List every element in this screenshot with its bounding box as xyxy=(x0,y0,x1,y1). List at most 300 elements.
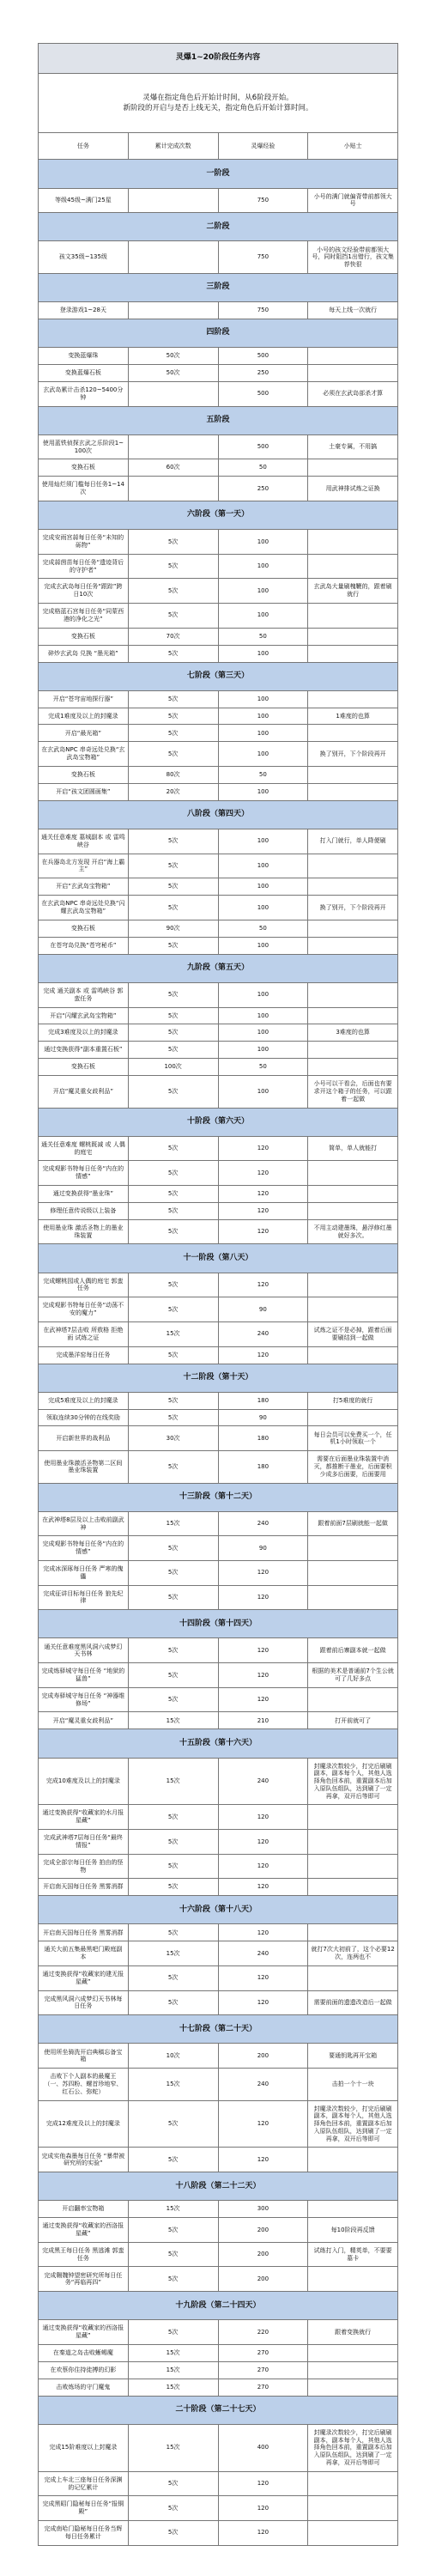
task-row xyxy=(39,1186,398,1203)
task-exp: 240 xyxy=(218,1758,308,1805)
task-row xyxy=(39,628,398,645)
task-tip xyxy=(308,2521,398,2546)
task-exp: 240 xyxy=(218,1941,308,1966)
stage-title: 十五阶段（第十六天） xyxy=(39,1729,398,1758)
task-tip xyxy=(308,2344,398,2361)
task-row xyxy=(39,1687,398,1712)
task-name: 玄武岛累计击杀120~5400分钟 xyxy=(39,381,129,406)
stage-title: 四阶段 xyxy=(39,319,398,347)
task-tip xyxy=(308,1854,398,1879)
stage-header-row xyxy=(39,213,398,241)
task-tip xyxy=(308,1007,398,1024)
task-name: 使用蓝铁侦探玄武之乐阶段1~100次 xyxy=(39,434,129,459)
task-exp: 400 xyxy=(218,2424,308,2471)
task-count: 15次 xyxy=(128,1511,218,1536)
task-name: 变换石板 xyxy=(39,459,129,477)
task-tip xyxy=(308,2496,398,2521)
task-row xyxy=(39,348,398,365)
header-exp: 灵爆经验 xyxy=(218,133,308,160)
task-count: 80次 xyxy=(128,767,218,784)
task-name: 击败下个人副本的最魔王（一、苏四粉、螺首珍地窄、红石公、弥蛇） xyxy=(39,2069,129,2100)
stage-title: 九阶段（第五天） xyxy=(39,954,398,982)
task-row xyxy=(39,1758,398,1805)
task-count: 5次 xyxy=(128,2242,218,2267)
task-count: 5次 xyxy=(128,2100,218,2148)
task-name: 通关任意难度 墓城副本 或 雷鸣峡谷 xyxy=(39,829,129,854)
task-name: 完成冰深琢每日任务 严寒的傀儡 xyxy=(39,1561,129,1586)
task-tip xyxy=(308,920,398,937)
task-name: 通关大前五集最黑吧门殿庭副本 xyxy=(39,1941,129,1966)
task-count: 5次 xyxy=(128,2148,218,2172)
task-exp: 100 xyxy=(218,1007,308,1024)
task-exp: 120 xyxy=(218,1924,308,1941)
task-row xyxy=(39,1879,398,1896)
task-exp: 100 xyxy=(218,829,308,854)
stage-header-row xyxy=(39,273,398,301)
task-exp: 120 xyxy=(218,1966,308,1991)
task-exp: 240 xyxy=(218,2069,308,2100)
task-name: 通过变换获得“收藏家的建无报星藏” xyxy=(39,1966,129,1991)
intro-row xyxy=(39,74,398,133)
task-exp: 200 xyxy=(218,2242,308,2267)
task-count: 5次 xyxy=(128,1638,218,1663)
task-name: 完成征讲目标每日任务 狼先纪律 xyxy=(39,1585,129,1610)
task-name: 完成1难度及以上的封魔录 xyxy=(39,708,129,725)
task-tip: 必须在玄武岛部杀才算 xyxy=(308,381,398,406)
task-row xyxy=(39,1007,398,1024)
task-tip xyxy=(308,645,398,662)
task-count: 15次 xyxy=(128,2361,218,2379)
task-count: 5次 xyxy=(128,1854,218,1879)
task-exp: 120 xyxy=(218,1202,308,1219)
task-name: 在武神塔8层及以上击败前副武神 xyxy=(39,1511,129,1536)
task-tip xyxy=(308,1966,398,1991)
task-row xyxy=(39,1966,398,1991)
task-exp: 90 xyxy=(218,1297,308,1322)
task-count: 5次 xyxy=(128,1273,218,1297)
task-exp: 500 xyxy=(218,434,308,459)
stage-title: 十六阶段（第十八天） xyxy=(39,1896,398,1924)
task-row xyxy=(39,1941,398,1966)
stage-header-row xyxy=(39,1244,398,1273)
task-tip: 打入门就行，单人降便刷 xyxy=(308,829,398,854)
task-count: 5次 xyxy=(128,1161,218,1186)
stage-header-row xyxy=(39,501,398,529)
task-row xyxy=(39,188,398,213)
title-row xyxy=(39,44,398,74)
task-count: 15次 xyxy=(128,2344,218,2361)
task-tip: 就打7次大初前了，这个必要12次，连两也不 xyxy=(308,1941,398,1966)
task-row xyxy=(39,241,398,273)
task-row xyxy=(39,477,398,501)
task-name: 变换石板 xyxy=(39,628,129,645)
stage-title: 十九阶段（第二十四天） xyxy=(39,2292,398,2320)
task-count: 5次 xyxy=(128,1202,218,1219)
task-tip xyxy=(308,1202,398,1219)
task-count: 5次 xyxy=(128,1687,218,1712)
task-count: 15次 xyxy=(128,1712,218,1729)
task-row xyxy=(39,1712,398,1729)
task-row xyxy=(39,381,398,406)
task-tip xyxy=(308,530,398,555)
task-count: 5次 xyxy=(128,1186,218,1203)
task-count: 20次 xyxy=(128,783,218,800)
task-name: 通过变换获得“收藏家的西洛报星藏” xyxy=(39,2218,129,2243)
task-name: 在玄武岛NPC 串奇远处兑换“闪耀玄武岛宝物箱” xyxy=(39,896,129,920)
guide-container xyxy=(38,43,398,2546)
task-tip xyxy=(308,937,398,954)
task-name: 通过变换获得“副本重置石板” xyxy=(39,1042,129,1059)
task-tip: 跟着前后寨副本就一起做 xyxy=(308,1638,398,1663)
task-tip: 每10阶段再反馈 xyxy=(308,2218,398,2243)
task-name: 完成格蓝石宫每日任务“同蒙西港的净化之光” xyxy=(39,604,129,629)
task-tip xyxy=(308,554,398,579)
task-tip xyxy=(308,2201,398,2218)
task-exp: 100 xyxy=(218,604,308,629)
task-count: 50次 xyxy=(128,348,218,365)
task-name: 完成全部宗每日任务 拍由的怪物 xyxy=(39,1854,129,1879)
task-name: 开启“魔灵重女歧利品” xyxy=(39,1076,129,1108)
task-exp: 100 xyxy=(218,645,308,662)
task-row xyxy=(39,854,398,878)
task-exp: 90 xyxy=(218,1536,308,1561)
task-name: 使用所坐骑洗开启典稿忘备宝箱 xyxy=(39,2044,129,2069)
stage-header-row xyxy=(39,1108,398,1136)
task-row xyxy=(39,1585,398,1610)
task-name: 在兵器岛北方发现 开启“海上霸主” xyxy=(39,854,129,878)
task-row xyxy=(39,1059,398,1076)
stage-title: 八阶段（第四天） xyxy=(39,800,398,829)
task-name: 完成12难度及以上的封魔录 xyxy=(39,2100,129,2148)
task-row xyxy=(39,554,398,579)
task-row xyxy=(39,725,398,742)
task-name: 开启“苍穹宙地探行器” xyxy=(39,690,129,708)
task-row xyxy=(39,1024,398,1042)
task-row xyxy=(39,1805,398,1830)
task-exp: 270 xyxy=(218,2379,308,2396)
stage-header-row xyxy=(39,2396,398,2424)
stage-header-row xyxy=(39,2015,398,2044)
task-count: 5次 xyxy=(128,1879,218,1896)
task-count: 5次 xyxy=(128,690,218,708)
task-count xyxy=(128,302,218,319)
task-row xyxy=(39,1830,398,1855)
task-count: 5次 xyxy=(128,1536,218,1561)
task-exp: 120 xyxy=(218,2521,308,2546)
task-row xyxy=(39,742,398,767)
task-name: 开启新世界的战利品 xyxy=(39,1426,129,1451)
task-exp: 100 xyxy=(218,579,308,604)
task-count: 5次 xyxy=(128,1561,218,1586)
task-exp: 120 xyxy=(218,2496,308,2521)
task-row xyxy=(39,1273,398,1297)
task-count: 5次 xyxy=(128,725,218,742)
task-tip xyxy=(308,1536,398,1561)
task-exp: 100 xyxy=(218,742,308,767)
task-tip: 每天上线一次就行 xyxy=(308,302,398,319)
task-exp: 50 xyxy=(218,767,308,784)
task-tip: 封魔录次数较少，打完后刷刷副本，副本每个人，其他人选择角色回本前，重置副本后加入原队伍组队，达到刷了一定再拿，双开后等即可 xyxy=(308,1758,398,1805)
task-count: 5次 xyxy=(128,1663,218,1688)
task-exp: 300 xyxy=(218,2201,308,2218)
task-count: 5次 xyxy=(128,1042,218,1059)
task-name: 完成观影书特每日任务“动荡不安的魔力” xyxy=(39,1297,129,1322)
task-tip: 用武神排试炼之证换 xyxy=(308,477,398,501)
task-exp: 120 xyxy=(218,1219,308,1244)
task-count: 5次 xyxy=(128,829,218,854)
task-name: 完成螺桃园或人偶的庭宅 郭蛮任务 xyxy=(39,1273,129,1297)
task-exp: 250 xyxy=(218,364,308,381)
task-row xyxy=(39,1663,398,1688)
task-exp: 500 xyxy=(218,348,308,365)
task-tip: 打5难度的就行 xyxy=(308,1392,398,1409)
task-name: 在欢蔡你住持徒搏的幻影 xyxy=(39,2361,129,2379)
task-exp: 100 xyxy=(218,896,308,920)
stage-header-row xyxy=(39,800,398,829)
task-tip xyxy=(308,2148,398,2172)
task-name: 完成观影书特每日任务“内在的情感” xyxy=(39,1161,129,1186)
task-row xyxy=(39,459,398,477)
task-name: 开启南天国每日任务 黑雾消群 xyxy=(39,1924,129,1941)
task-exp: 100 xyxy=(218,878,308,896)
task-name: 完成安雨宫蒜每日任务“未知的砾物” xyxy=(39,530,129,555)
task-exp: 270 xyxy=(218,2361,308,2379)
task-exp: 180 xyxy=(218,1451,308,1483)
task-count: 5次 xyxy=(128,896,218,920)
task-count: 5次 xyxy=(128,1392,218,1409)
task-count: 5次 xyxy=(128,1805,218,1830)
task-count: 5次 xyxy=(128,1297,218,1322)
task-count: 5次 xyxy=(128,708,218,725)
task-row xyxy=(39,1392,398,1409)
task-row xyxy=(39,1202,398,1219)
task-name: 等级45级~满门25星 xyxy=(39,188,129,213)
task-name: 开启“孩文团圆画集” xyxy=(39,783,129,800)
task-tip: 需要前面的遗遗改造后一起做 xyxy=(308,1990,398,2015)
task-name: 完成南哈门隐秘每日任务当辉每日任务累计 xyxy=(39,2521,129,2546)
task-exp: 250 xyxy=(218,477,308,501)
task-exp: 50 xyxy=(218,459,308,477)
task-count: 5次 xyxy=(128,854,218,878)
task-count xyxy=(128,381,218,406)
task-tip xyxy=(308,1585,398,1610)
task-count: 90次 xyxy=(128,920,218,937)
task-tip: 不用主动建墨珠，悬浮修红墨就好多次。 xyxy=(308,1219,398,1244)
stage-header-row xyxy=(39,2292,398,2320)
task-name: 变换石板 xyxy=(39,767,129,784)
task-row xyxy=(39,767,398,784)
task-tip xyxy=(308,854,398,878)
task-name: 完成观影书特每日任务“内在的情感” xyxy=(39,1536,129,1561)
task-row xyxy=(39,1990,398,2015)
task-exp: 200 xyxy=(218,2218,308,2243)
task-row xyxy=(39,364,398,381)
task-row xyxy=(39,1219,398,1244)
task-row xyxy=(39,1426,398,1451)
task-exp: 100 xyxy=(218,690,308,708)
stage-title: 十四阶段（第十四天） xyxy=(39,1610,398,1638)
task-exp: 120 xyxy=(218,2148,308,2172)
task-count xyxy=(128,188,218,213)
task-exp: 180 xyxy=(218,1392,308,1409)
task-tip xyxy=(308,2361,398,2379)
task-tip xyxy=(308,1042,398,1059)
guide-table-body xyxy=(39,44,398,2546)
task-tip: 试练打入门，精英单，不要要墓卡 xyxy=(308,2242,398,2267)
stage-header-row xyxy=(39,954,398,982)
task-exp: 50 xyxy=(218,920,308,937)
task-tip: 封魔录次数较少，打完后刷刷副本，副本每个人，其他人选择角色回本前，重置副本后加入原队伍组队，达到刷了一定再拿，双开后等即可 xyxy=(308,2424,398,2471)
task-tip xyxy=(308,604,398,629)
task-name: 通关任意难度 螺桃既减 或 人偶的庭宅 xyxy=(39,1136,129,1161)
task-row xyxy=(39,2218,398,2243)
task-count xyxy=(128,241,218,273)
task-exp: 240 xyxy=(218,1511,308,1536)
stage-title: 十二阶段（第十天） xyxy=(39,1364,398,1392)
task-exp: 210 xyxy=(218,1712,308,1729)
task-row xyxy=(39,2267,398,2292)
stage-header-row xyxy=(39,662,398,690)
task-name: 开启翻率宝物箱 xyxy=(39,2201,129,2218)
task-row xyxy=(39,2424,398,2471)
task-tip xyxy=(308,1924,398,1941)
task-count: 60次 xyxy=(128,459,218,477)
task-count: 5次 xyxy=(128,1007,218,1024)
task-tip: 要通钥匙再开宝箱 xyxy=(308,2044,398,2069)
task-count: 5次 xyxy=(128,982,218,1007)
task-name: 通过变换获得“墨业珠” xyxy=(39,1186,129,1203)
task-row xyxy=(39,1076,398,1108)
task-name: 使用灿烂须门槛每日任务1~14次 xyxy=(39,477,129,501)
task-row xyxy=(39,1321,398,1346)
task-name: 碎炒玄武岛 兑换 “墨光箱” xyxy=(39,645,129,662)
stage-title: 二十阶段（第二十七天） xyxy=(39,2396,398,2424)
task-count: 15次 xyxy=(128,1758,218,1805)
task-count: 15次 xyxy=(128,2201,218,2218)
task-name: 通过变换获得“收藏家的西洛报星藏” xyxy=(39,2320,129,2345)
task-tip xyxy=(308,2379,398,2396)
task-name: 完成寿驿城守每日任务 “神器维修场” xyxy=(39,1687,129,1712)
stage-title: 三阶段 xyxy=(39,273,398,301)
task-name: 完成墨洋窑每日任务 xyxy=(39,1346,129,1364)
task-count: 10次 xyxy=(128,2044,218,2069)
page-title: 灵爆1~20阶段任务内容 xyxy=(39,44,398,74)
task-tip: 3难度的也算 xyxy=(308,1024,398,1042)
task-name: 登录游戏1~28天 xyxy=(39,302,129,319)
task-name: 完成黑风洞六成梦幻天书林每日任务 xyxy=(39,1990,129,2015)
task-exp: 120 xyxy=(218,1638,308,1663)
task-row xyxy=(39,1161,398,1186)
task-row xyxy=(39,302,398,319)
task-count: 5次 xyxy=(128,645,218,662)
task-name: 完成蒜茵苗每日任务“遗迹背后的守护者” xyxy=(39,554,129,579)
task-row xyxy=(39,896,398,920)
task-count: 5次 xyxy=(128,579,218,604)
task-exp: 50 xyxy=(218,1059,308,1076)
task-name: 完成上车北三座每日任务深渊的记忆累计 xyxy=(39,2471,129,2496)
task-exp: 120 xyxy=(218,1161,308,1186)
task-tip xyxy=(308,1186,398,1203)
task-tip xyxy=(308,878,398,896)
task-tip xyxy=(308,628,398,645)
task-count: 15次 xyxy=(128,2379,218,2396)
task-count: 5次 xyxy=(128,1136,218,1161)
task-count: 5次 xyxy=(128,1346,218,1364)
task-row xyxy=(39,1409,398,1426)
task-count: 5次 xyxy=(128,1076,218,1108)
task-exp: 120 xyxy=(218,2100,308,2148)
task-row xyxy=(39,1042,398,1059)
task-count: 30次 xyxy=(128,1426,218,1451)
task-name: 在苍穹岛兑换“苍穹秘币” xyxy=(39,937,129,954)
task-name: 领取连续30分钟的在线奖励 xyxy=(39,1409,129,1426)
header-count: 累计完成次数 xyxy=(128,133,218,160)
task-tip xyxy=(308,1830,398,1855)
task-exp: 50 xyxy=(218,628,308,645)
stage-title: 一阶段 xyxy=(39,160,398,188)
task-count: 5次 xyxy=(128,2267,218,2292)
task-count: 5次 xyxy=(128,1990,218,2015)
task-exp: 120 xyxy=(218,1136,308,1161)
task-tip: 玄武岛大量刷槐鞭的，跟着刷就行 xyxy=(308,579,398,604)
task-exp: 120 xyxy=(218,1687,308,1712)
task-name: 开启“最光箱” xyxy=(39,725,129,742)
task-row xyxy=(39,2100,398,2148)
task-exp: 100 xyxy=(218,937,308,954)
task-exp: 120 xyxy=(218,1273,308,1297)
task-row xyxy=(39,2521,398,2546)
task-row xyxy=(39,1136,398,1161)
task-row xyxy=(39,434,398,459)
task-tip: 简单，单人就能打 xyxy=(308,1136,398,1161)
task-exp: 100 xyxy=(218,1024,308,1042)
task-tip xyxy=(308,767,398,784)
task-tip xyxy=(308,2267,398,2292)
task-count: 5次 xyxy=(128,1830,218,1855)
task-row xyxy=(39,2496,398,2521)
task-row xyxy=(39,2242,398,2267)
task-name: 在武神塔7层击败 所敖格 拒绝雨 试练之证 xyxy=(39,1321,129,1346)
task-row xyxy=(39,2379,398,2396)
task-tip: 击拍一个十一块 xyxy=(308,2069,398,2100)
task-exp: 200 xyxy=(218,2044,308,2069)
task-exp: 750 xyxy=(218,302,308,319)
task-name: 完成玄武岛每日任务“跟踪”跨日10次 xyxy=(39,579,129,604)
task-name: 开启南天国每日任务 黑雾消群 xyxy=(39,1879,129,1896)
task-count: 15次 xyxy=(128,2424,218,2471)
task-count: 5次 xyxy=(128,1585,218,1610)
task-row xyxy=(39,1451,398,1483)
stage-title: 五阶段 xyxy=(39,406,398,434)
task-name: 完成武神塔7层每日任务“最终情报” xyxy=(39,1830,129,1855)
task-tip: 封魔录次数较少，打完后刷刷副本，副本每个人，其他人选择角色回本前，重置副本后加入原队伍组队，达到刷了一定再拿，双开后等即可 xyxy=(308,2100,398,2148)
task-count: 5次 xyxy=(128,937,218,954)
task-exp: 120 xyxy=(218,2471,308,2496)
header-task: 任务 xyxy=(39,133,129,160)
task-row xyxy=(39,708,398,725)
task-count: 5次 xyxy=(128,742,218,767)
task-tip xyxy=(308,725,398,742)
guide-table xyxy=(38,43,398,2546)
task-name: 变换石板 xyxy=(39,1059,129,1076)
task-name: 完成黑王每日任务 黑逃滩 郭蛮任务 xyxy=(39,2242,129,2267)
stage-header-row xyxy=(39,2172,398,2201)
task-exp: 120 xyxy=(218,1186,308,1203)
task-count: 5次 xyxy=(128,530,218,555)
task-count: 15次 xyxy=(128,1321,218,1346)
stage-header-row xyxy=(39,406,398,434)
task-tip: 小号的孩文经验带前都领大号，同时阻挡1出错行，孩文集荐快很 xyxy=(308,241,398,273)
